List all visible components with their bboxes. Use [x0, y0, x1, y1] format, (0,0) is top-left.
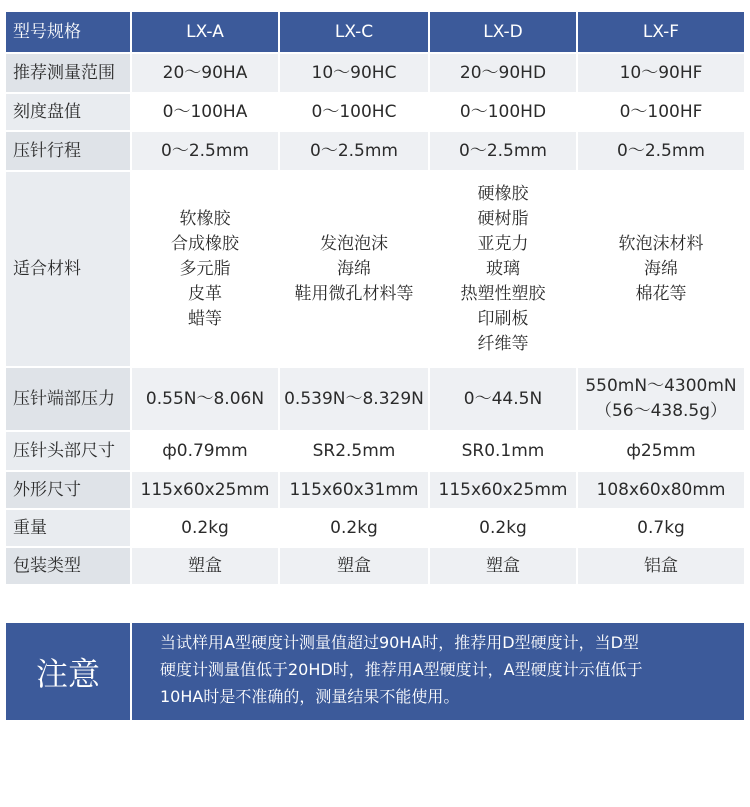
table-cell	[131, 509, 279, 547]
table-cell	[577, 367, 744, 431]
cell-line: 0～2.5mm	[310, 140, 398, 161]
cell-line: 0～100HF	[619, 101, 703, 122]
note-title: 注意	[6, 623, 132, 720]
header-label: 型号规格	[6, 12, 131, 53]
table-row	[6, 53, 744, 93]
table-cell	[131, 547, 279, 585]
table-cell	[429, 53, 577, 93]
cell-line: 0.2kg	[181, 517, 229, 538]
table-cell	[131, 367, 279, 431]
table-cell	[429, 471, 577, 509]
cell-line: 发泡泡沫	[320, 233, 388, 254]
cell-line: 0.7kg	[637, 517, 685, 538]
cell-line: 0～2.5mm	[161, 140, 249, 161]
table-cell	[131, 93, 279, 131]
table-cell	[131, 53, 279, 93]
row-label: 重量	[6, 509, 131, 547]
table-cell	[577, 547, 744, 585]
table-row	[6, 509, 744, 547]
table-cell	[279, 131, 429, 171]
cell-line: 10～90HC	[311, 62, 397, 83]
cell-line: 玻璃	[486, 258, 520, 279]
note-line: 当试样用A型硬度计测量值超过90HA时，推荐用D型硬度计，当D型	[160, 633, 639, 652]
cell-line: 20～90HD	[459, 62, 547, 83]
cell-line: （56～438.5g）	[594, 401, 728, 421]
cell-line: 软橡胶	[179, 208, 231, 229]
table-row	[6, 171, 744, 367]
cell-line: 0.55N～8.06N	[145, 388, 265, 409]
table-cell	[577, 431, 744, 471]
cell-line: 108x60x80mm	[596, 479, 726, 500]
cell-line: 0～100HC	[311, 101, 397, 122]
table-cell	[577, 131, 744, 171]
table-cell	[279, 471, 429, 509]
table-cell	[131, 431, 279, 471]
row-label: 包装类型	[6, 547, 131, 585]
cell-line: 皮革	[188, 283, 222, 304]
table-row	[6, 471, 744, 509]
cell-line: 0.2kg	[479, 517, 527, 538]
cell-line: 115x60x25mm	[140, 479, 270, 500]
header-model: LX-F	[577, 12, 744, 53]
table-cell	[577, 93, 744, 131]
row-label: 推荐测量范围	[6, 53, 131, 93]
table-cell	[429, 131, 577, 171]
table-cell	[131, 471, 279, 509]
cell-line: 纤维等	[477, 333, 529, 354]
table-cell	[131, 131, 279, 171]
cell-line: 棉花等	[635, 283, 687, 304]
cell-line: 10～90HF	[619, 62, 703, 83]
cell-line: 海绵	[337, 258, 371, 279]
cell-line: 蜡等	[188, 308, 222, 329]
cell-line: 20～90HA	[162, 62, 248, 83]
cell-line: 0～100HD	[459, 101, 547, 122]
table-cell	[131, 171, 279, 367]
row-label: 压针行程	[6, 131, 131, 171]
cell-line: 鞋用微孔材料等	[294, 283, 414, 304]
table-cell	[577, 509, 744, 547]
table-cell	[279, 53, 429, 93]
note-text	[132, 623, 744, 720]
table-cell	[279, 547, 429, 585]
table-cell	[279, 367, 429, 431]
cell-line: 0～44.5N	[463, 388, 543, 409]
table-row	[6, 431, 744, 471]
cell-line: 铝盒	[644, 555, 678, 576]
table-cell	[429, 367, 577, 431]
cell-line: 印刷板	[477, 308, 529, 329]
cell-line: 亚克力	[477, 233, 529, 254]
table-cell	[577, 53, 744, 93]
table-cell	[429, 171, 577, 367]
header-row	[6, 12, 744, 53]
table-row	[6, 93, 744, 131]
cell-line: 0～2.5mm	[459, 140, 547, 161]
cell-line: SR0.1mm	[461, 440, 545, 461]
cell-line: ф25mm	[626, 440, 696, 461]
cell-line: 硬树脂	[477, 208, 529, 229]
cell-line: 115x60x25mm	[438, 479, 568, 500]
row-label: 压针端部压力	[6, 367, 131, 431]
header-model: LX-C	[279, 12, 429, 53]
cell-line: 合成橡胶	[171, 233, 239, 254]
table-cell	[577, 171, 744, 367]
cell-line: 115x60x31mm	[289, 479, 419, 500]
cell-line: 软泡沫材料	[618, 233, 704, 254]
table-cell	[279, 171, 429, 367]
table-cell	[429, 93, 577, 131]
cell-line: 0.2kg	[330, 517, 378, 538]
cell-line: 0～2.5mm	[617, 140, 705, 161]
table-cell	[279, 93, 429, 131]
table-cell	[279, 431, 429, 471]
cell-line: 550mN～4300mN	[585, 376, 737, 396]
row-label: 外形尺寸	[6, 471, 131, 509]
cell-line: 0～100HA	[162, 101, 248, 122]
header-model: LX-D	[429, 12, 577, 53]
table-cell	[577, 471, 744, 509]
table-cell	[429, 547, 577, 585]
cell-line: 多元脂	[179, 258, 231, 279]
row-label: 适合材料	[6, 171, 131, 367]
table-cell	[279, 509, 429, 547]
cell-line: SR2.5mm	[312, 440, 396, 461]
row-label: 刻度盘值	[6, 93, 131, 131]
table-row	[6, 367, 744, 431]
table-cell	[429, 431, 577, 471]
cell-line: 塑盒	[337, 555, 371, 576]
cell-line: 塑盒	[486, 555, 520, 576]
table-row	[6, 131, 744, 171]
header-model: LX-A	[131, 12, 279, 53]
cell-line: 塑盒	[188, 555, 222, 576]
cell-line: 0.539N～8.329N	[284, 388, 424, 409]
cell-line: 热塑性塑胶	[460, 283, 546, 304]
row-label: 压针头部尺寸	[6, 431, 131, 471]
note-line: 10HA时是不准确的，测量结果不能使用。	[160, 687, 460, 706]
cell-line: 硬橡胶	[477, 183, 529, 204]
note-line: 硬度计测量值低于20HD时，推荐用A型硬度计，A型硬度计示值低于	[160, 660, 643, 679]
cell-line: ф0.79mm	[162, 440, 248, 461]
table-cell	[429, 509, 577, 547]
note-box	[6, 623, 744, 720]
cell-line: 海绵	[644, 258, 678, 279]
table-row	[6, 547, 744, 585]
spec-table	[6, 12, 744, 586]
